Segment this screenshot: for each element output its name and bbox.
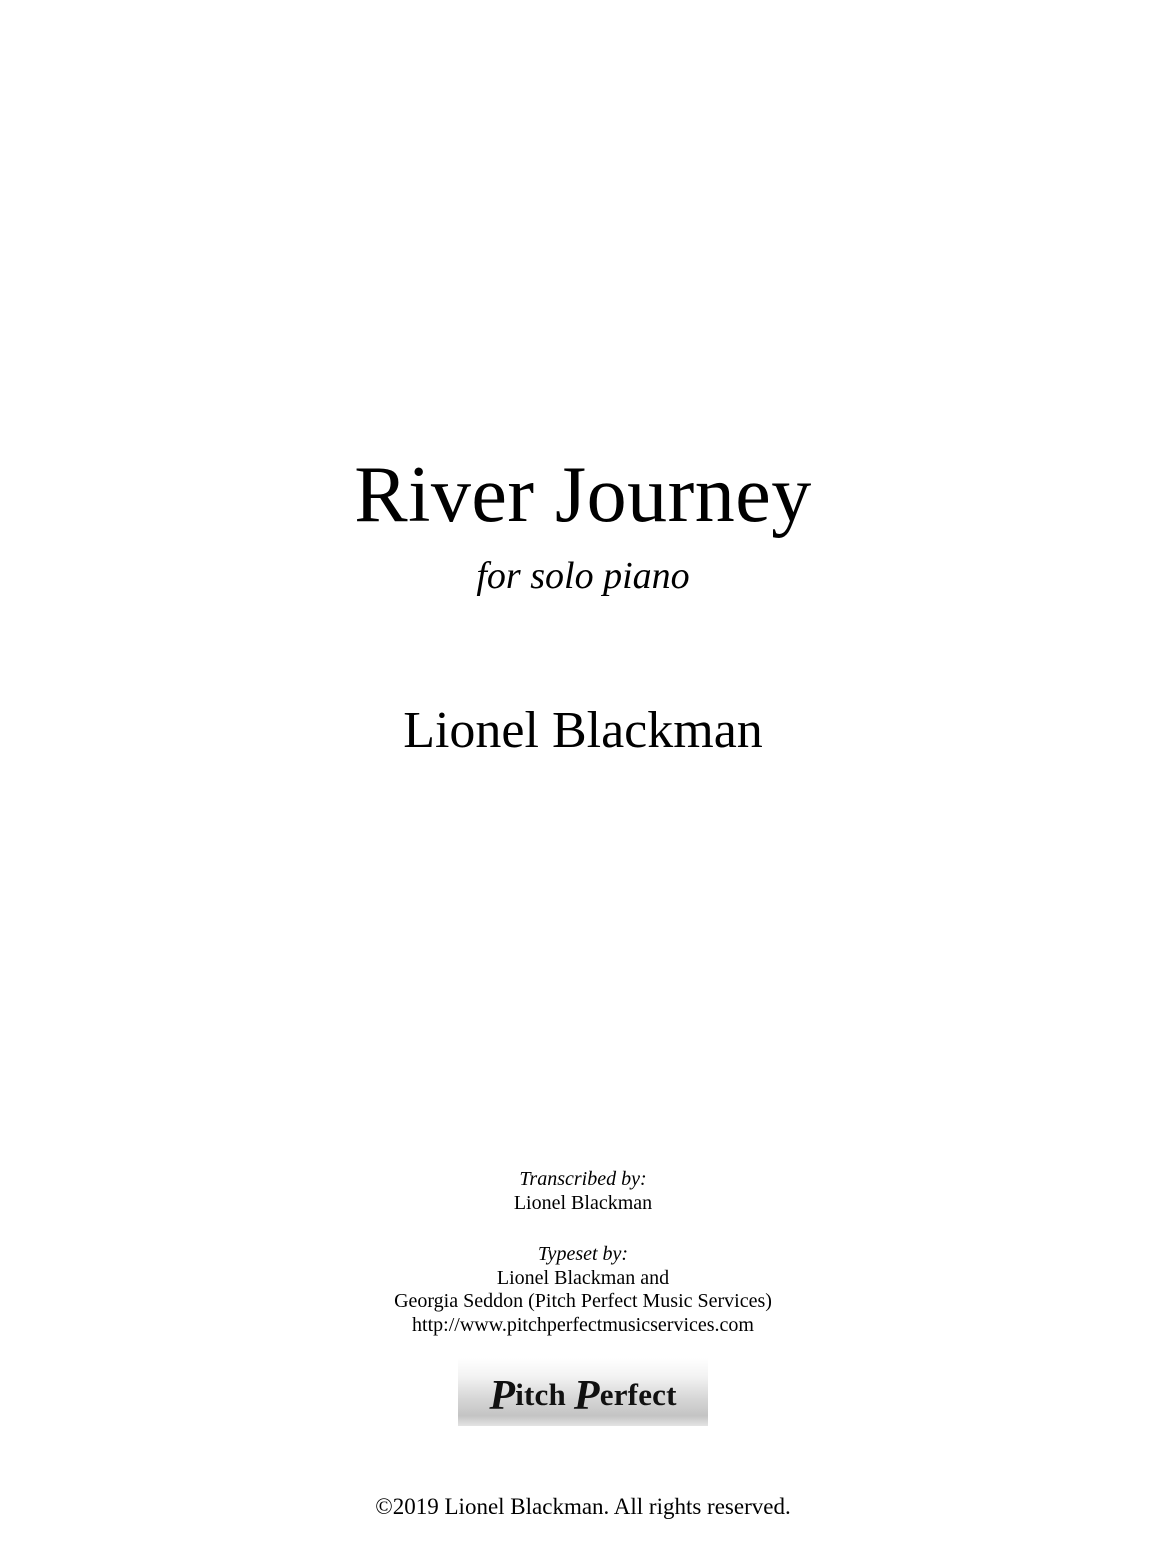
page-subtitle: for solo piano [476,555,690,597]
pitch-perfect-logo [458,1358,708,1426]
logo-word-pitch: itch [515,1377,566,1412]
credits-spacer [0,1215,1166,1243]
logo-initial-p1: P [489,1373,516,1419]
composer-name: Lionel Blackman [403,702,763,759]
typeset-by-url[interactable]: http://www.pitchperfectmusicservices.com [412,1313,754,1336]
credits-block [0,1168,1166,1338]
pitch-perfect-logo-text [458,1358,708,1426]
typeset-by-name-2: Georgia Seddon (Pitch Perfect Music Services) [394,1290,772,1313]
logo-word-perfect: erfect [599,1377,677,1412]
title-block [0,451,1166,597]
logo-initial-p2: P [573,1373,600,1419]
typeset-by-label: Typeset by: [537,1243,629,1266]
transcribed-by-name: Lionel Blackman [513,1191,653,1214]
copyright-notice: ©2019 Lionel Blackman. All rights reserved. [375,1494,791,1519]
logo-container [0,1358,1166,1426]
typeset-by-name-1: Lionel Blackman and [496,1266,670,1289]
page-title: River Journey [354,451,812,539]
transcribed-by-label: Transcribed by: [519,1168,647,1190]
